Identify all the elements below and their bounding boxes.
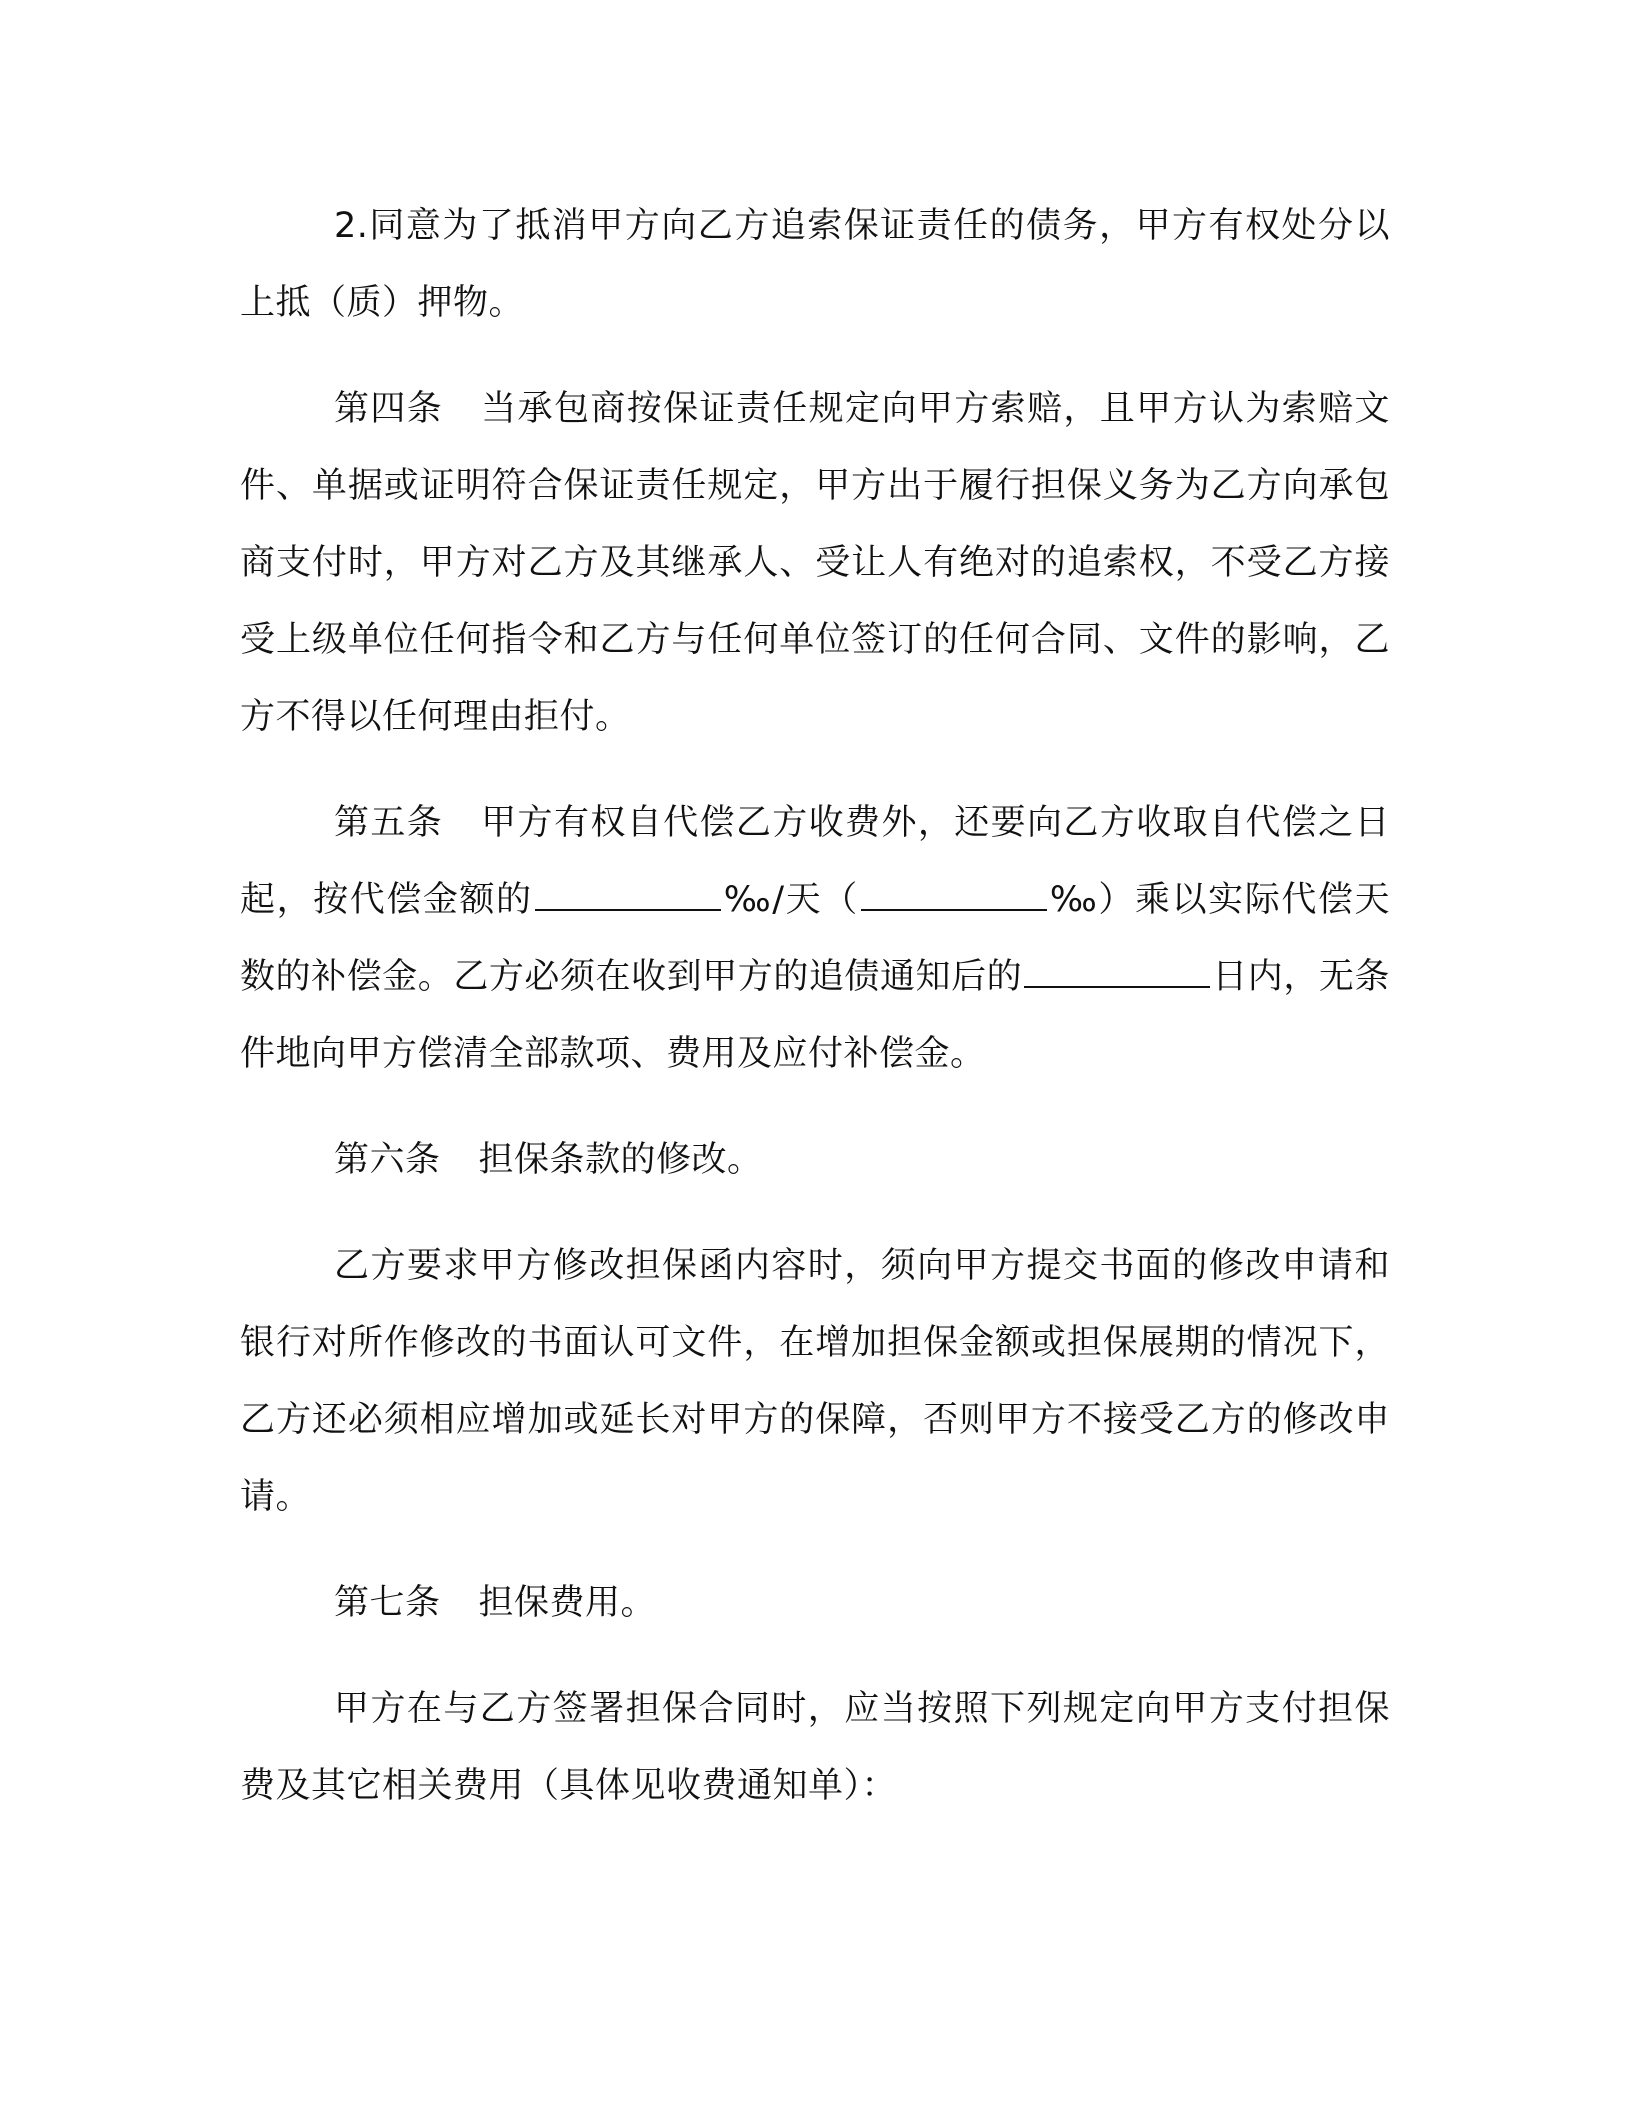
article-label: 第七条 bbox=[334, 1583, 441, 1623]
fill-blank-rate-words bbox=[861, 875, 1047, 911]
article-text: 当承包商按保证责任规定向甲方索赔，且甲方认为索赔文件、单据或证明符合保证责任规定，甲方出于履行担保义务为乙方向承包商支付时，甲方对乙方及其继承人、受让人有绝对的追索权，不受乙方接受上级单位任何指令和乙方与任何单位签订的任何合同、文件的影响，乙方不得以任何理由拒付。 bbox=[240, 389, 1390, 737]
article-4 bbox=[240, 371, 1390, 756]
paragraph-text: 甲方在与乙方签署担保合同时，应当按照下列规定向甲方支付担保费及其它相关费用（具体见收费通知单）： bbox=[240, 1689, 1390, 1806]
article-7 bbox=[240, 1565, 1390, 1642]
article-text-part: 甲方有权自代偿乙方收费外，还要向乙方收取自代偿之日起，按代偿金额的 bbox=[240, 803, 1390, 920]
paragraph-modification bbox=[240, 1228, 1390, 1536]
paragraph-text: 乙方要求甲方修改担保函内容时，须向甲方提交书面的修改申请和银行对所作修改的书面认可文件，在增加担保金额或担保展期的情况下，乙方还必须相应增加或延长对甲方的保障，否则甲方不接受乙方的修改申请。 bbox=[240, 1246, 1390, 1517]
article-6 bbox=[240, 1122, 1390, 1199]
article-text-part: ‰/天（ bbox=[722, 880, 859, 920]
fill-blank-days bbox=[1024, 952, 1210, 988]
fill-blank-rate bbox=[535, 875, 721, 911]
article-text: 担保条款的修改。 bbox=[478, 1140, 763, 1180]
article-5 bbox=[240, 785, 1390, 1093]
article-text-part: ‰）乘以实际代偿天数的补偿金。乙方必须在收到甲方的追债通知后的 bbox=[240, 880, 1390, 997]
paragraph-clause-2 bbox=[240, 188, 1390, 342]
article-text-part: 日内，无条件地向甲方偿清全部款项、费用及应付补偿金。 bbox=[240, 957, 1390, 1074]
paragraph-fees bbox=[240, 1671, 1390, 1825]
article-label: 第六条 bbox=[334, 1140, 441, 1180]
document-body bbox=[240, 188, 1390, 1854]
article-label: 第五条 bbox=[334, 803, 444, 843]
article-text: 担保费用。 bbox=[478, 1583, 657, 1623]
article-label: 第四条 bbox=[334, 389, 444, 429]
paragraph-text: 2.同意为了抵消甲方向乙方追索保证责任的债务，甲方有权处分以上抵（质）押物。 bbox=[240, 206, 1390, 323]
